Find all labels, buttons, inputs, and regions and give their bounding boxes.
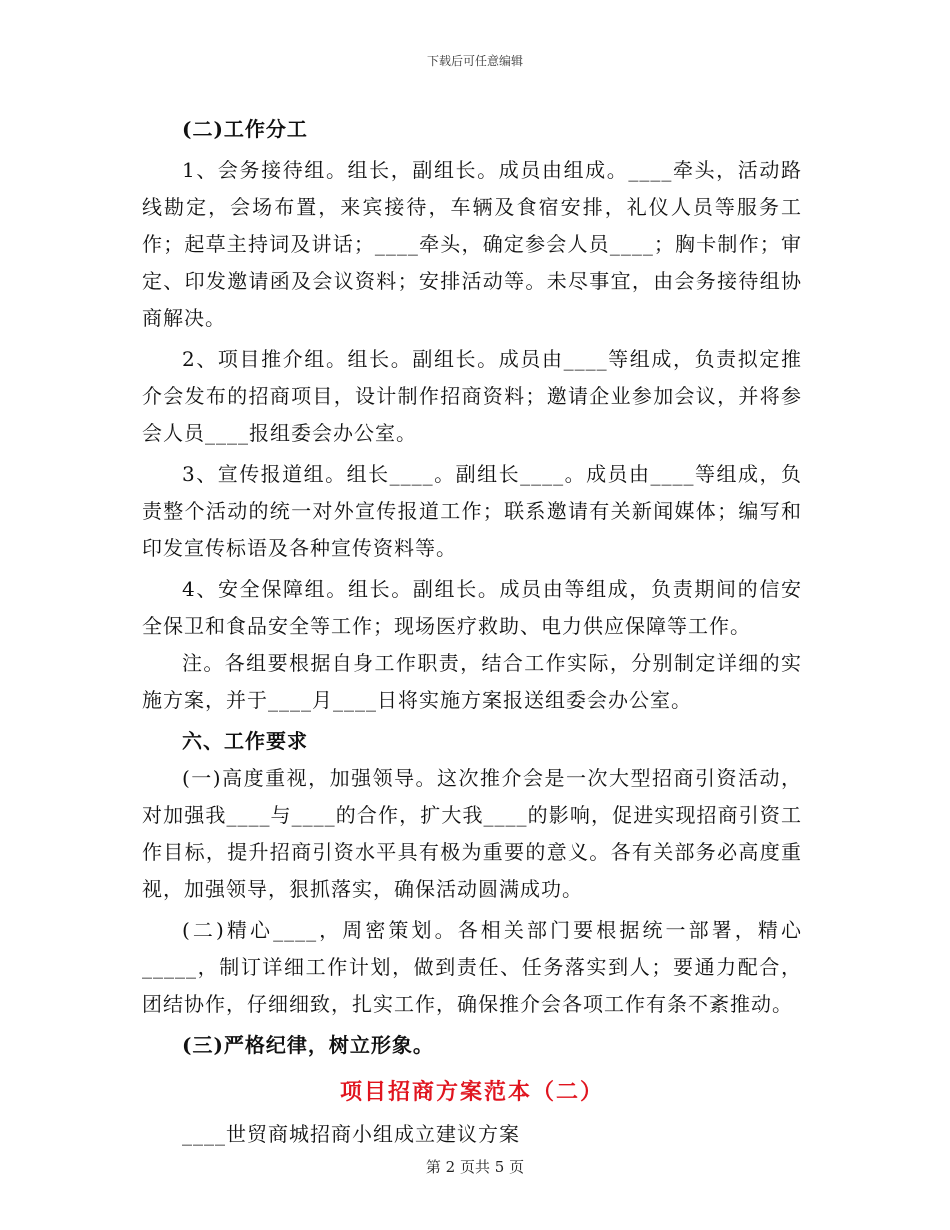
document-body bbox=[142, 111, 802, 1153]
paragraph-security-group: 4、安全保障组。组长。副组长。成员由等组成，负责期间的信安全保卫和食品安全等工作；现场医疗救助、电力供应保障等工作。 bbox=[142, 577, 802, 638]
paragraph-publicity-group: 3、宣传报道组。组长____。副组长____。成员由____等组成，负责整个活动的统一对外宣传报道工作；联系邀请有关新闻媒体；编写和印发宣传标语及各种宣传资料等。 bbox=[142, 462, 802, 560]
heading-work-division: (二)工作分工 bbox=[182, 117, 308, 141]
page-header-note: 下载后可任意编辑 bbox=[426, 54, 523, 68]
paragraph-project-promotion-group: 2、项目推介组。组长。副组长。成员由____等组成，负责拟定推介会发布的招商项目，设计制作招商资料；邀请企业参加会议，并将参会人员____报组委会办公室。 bbox=[142, 347, 802, 445]
page-number: 第 2 页共 5 页 bbox=[425, 1158, 525, 1176]
paragraph-note: 注。各组要根据自身工作职责，结合工作实际，分别制定详细的实施方案，并于____月____日将实施方案报送组委会办公室。 bbox=[142, 651, 802, 712]
paragraph-after-title: ____世贸商城招商小组成立建议方案 bbox=[182, 1122, 520, 1146]
paragraph-requirement-3: (三)严格纪律，树立形象。 bbox=[182, 1033, 434, 1057]
paragraph-reception-group: 1、会务接待组。组长，副组长。成员由组成。____牵头，活动路线勘定，会场布置，来宾接待，车辆及食宿安排，礼仪人员等服务工作；起草主持词及讲话；____牵头，确定参会人员____；胸卡制作；审定、印发邀请函及会议资料；安排活动等。未尽事宜，由会务接待组协商解决。 bbox=[142, 158, 802, 330]
heading-work-requirements: 六、工作要求 bbox=[182, 729, 308, 753]
paragraph-requirement-2: (二)精心____，周密策划。各相关部门要根据统一部署，精心_____，制订详细工作计划，做到责任、任务落实到人；要通力配合，团结协作，仔细细致，扎实工作，确保推介会各项工作有条不紊推动。 bbox=[142, 918, 802, 1016]
section-title: 项目招商方案范本（二） bbox=[339, 1079, 604, 1105]
paragraph-requirement-1: (一)高度重视，加强领导。这次推介会是一次大型招商引资活动，对加强我____与____的合作，扩大我____的影响，促进实现招商引资工作目标，提升招商引资水平具有极为重要的意义。各有关部务必高度重视，加强领导，狠抓落实，确保活动圆满成功。 bbox=[142, 766, 802, 901]
